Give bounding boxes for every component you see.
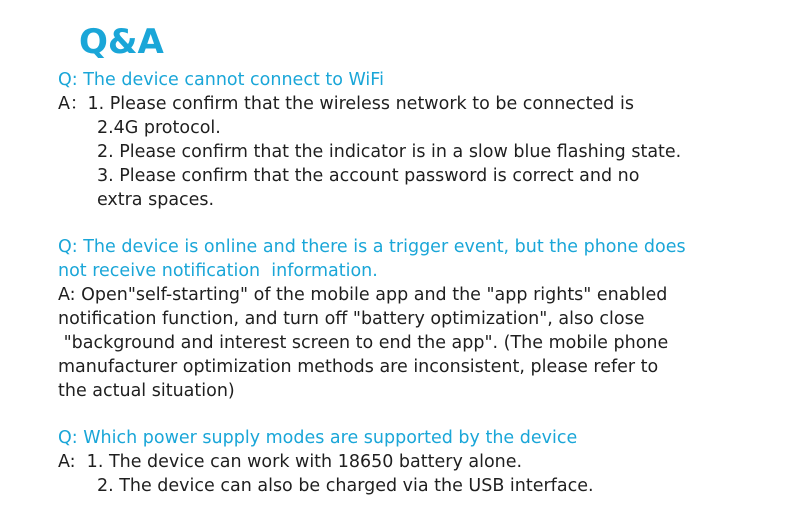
qa-item-wifi (58, 68, 778, 212)
answer-line: A: 1. The device can work with 18650 battery alone. (58, 452, 523, 472)
answer-line: extra spaces. (58, 190, 215, 210)
answer-line: 2. Please confirm that the indicator is in a slow blue flashing state. (58, 142, 682, 162)
answer-line: notification function, and turn off "battery optimization", also close (58, 309, 645, 329)
qa-item-power-supply (58, 426, 778, 498)
answer-line: "background and interest screen to end the app". (The mobile phone (58, 333, 669, 353)
question-line: not receive notification information. (58, 261, 378, 281)
answer-line: A：1. Please confirm that the wireless network to be connected is (58, 94, 634, 114)
qa-item-notification (58, 235, 778, 403)
answer-line: A: Open"self-starting" of the mobile app and the "app rights" enabled (58, 285, 668, 305)
question-line: Q: Which power supply modes are supported by the device (58, 428, 578, 448)
answer-line: 2.4G protocol. (58, 118, 221, 138)
answer-line: manufacturer optimization methods are inconsistent, please refer to (58, 357, 659, 377)
answer-line: 3. Please confirm that the account password is correct and no (58, 166, 640, 186)
answer-line: 2. The device can also be charged via the USB interface. (58, 476, 594, 496)
answer-line: the actual situation) (58, 381, 235, 401)
page-title: Q&A (79, 22, 164, 62)
question-line: Q: The device is online and there is a trigger event, but the phone does (58, 237, 686, 257)
question-line: Q: The device cannot connect to WiFi (58, 70, 384, 90)
